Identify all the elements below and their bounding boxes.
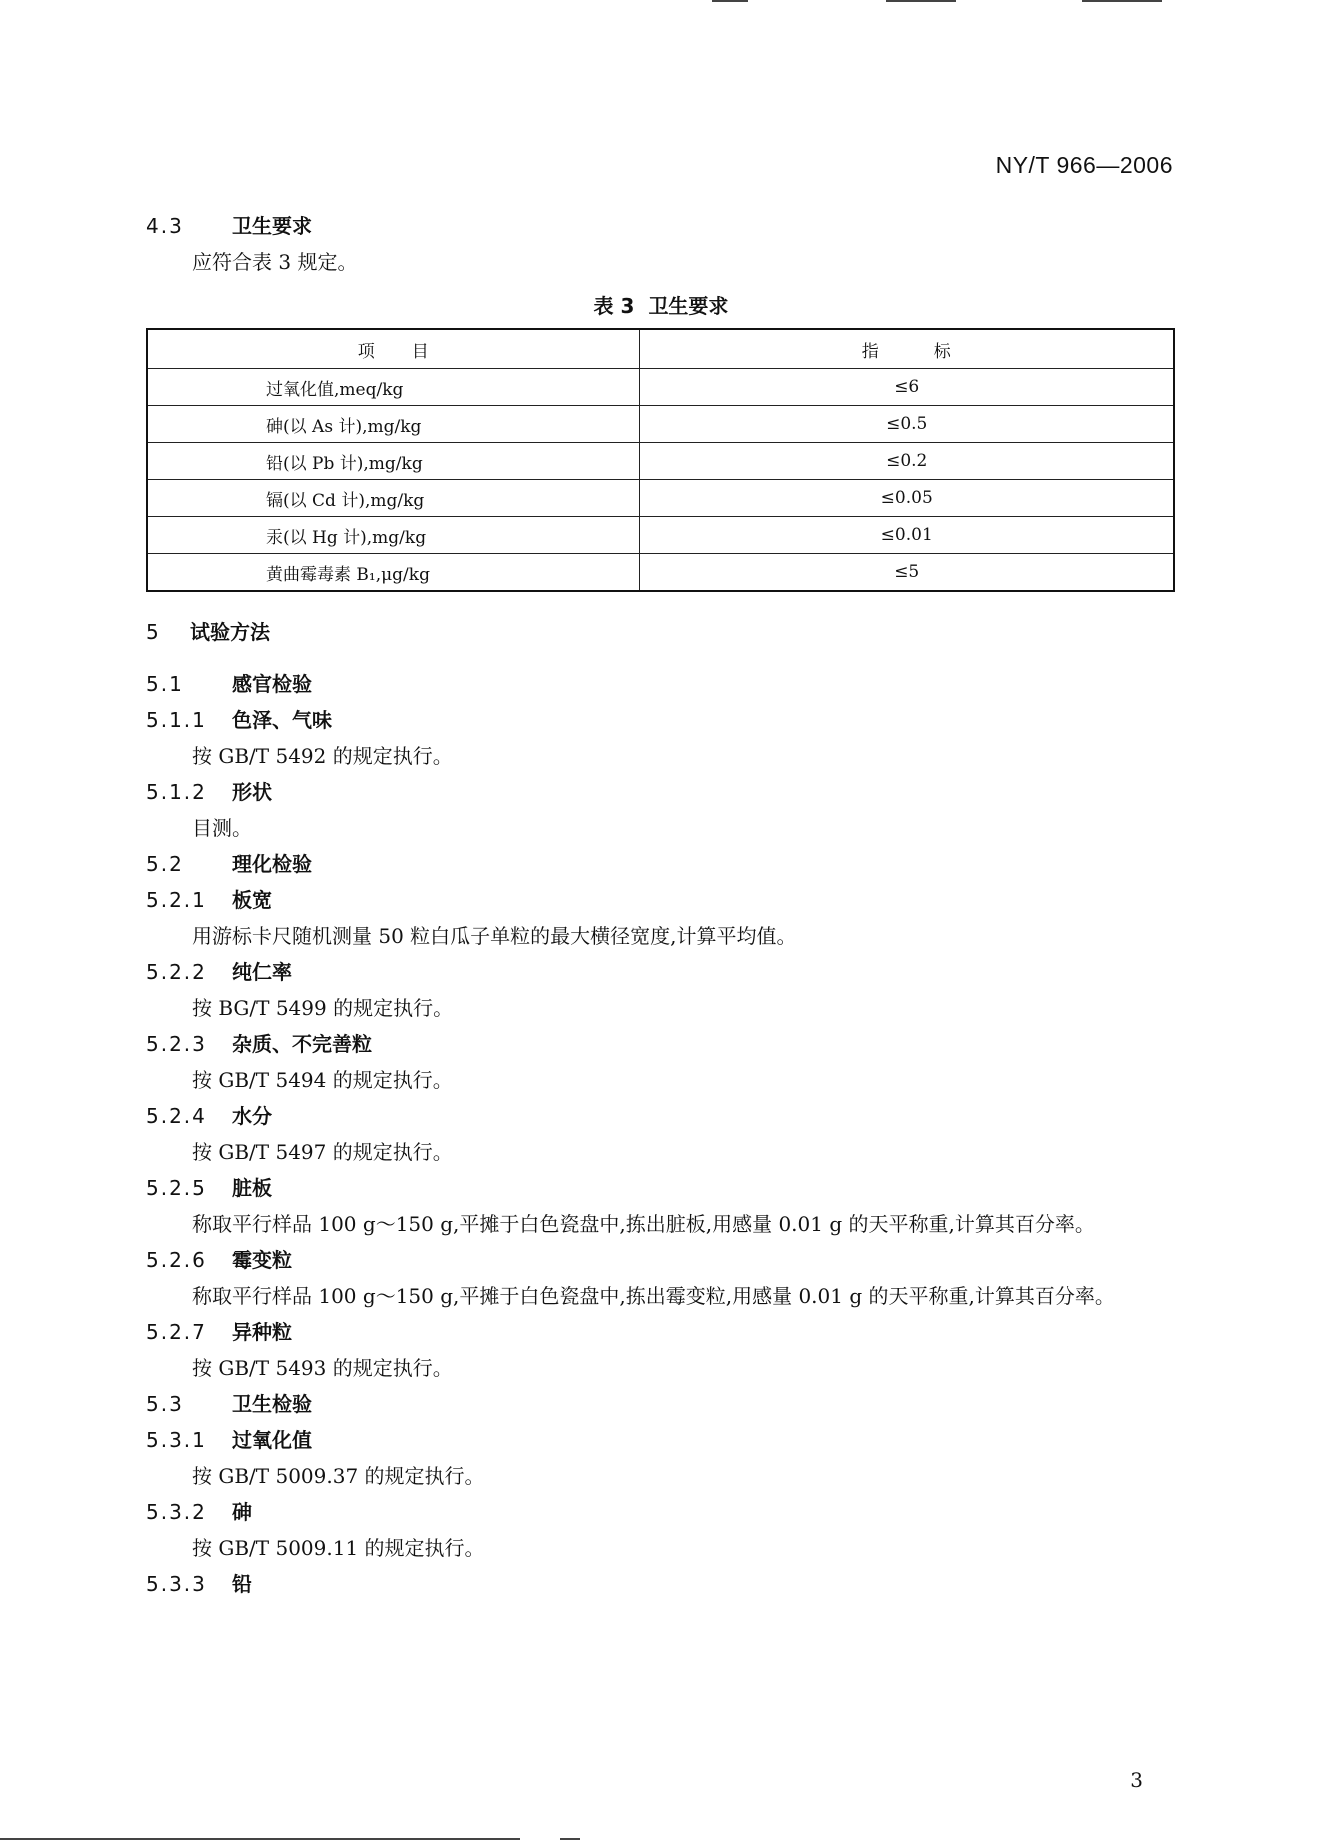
row-item: 黄曲霉毒素 B₁,μg/kg <box>147 554 640 592</box>
scan-artifact-bottom-1 <box>0 1838 520 1840</box>
section-text-5-3-2: 按 GB/T 5009.11 的规定执行。 <box>192 1536 485 1560</box>
section-heading-5: 5 试验方法 <box>146 620 270 644</box>
section-heading-5-1: 5.1 感官检验 <box>146 672 312 696</box>
row-value: ≤0.5 <box>640 406 1174 443</box>
table-row <box>147 443 1174 480</box>
section-text-5-2-3: 按 GB/T 5494 的规定执行。 <box>192 1068 453 1092</box>
section-heading-5-2-5: 5.2.5 脏板 <box>146 1176 272 1200</box>
column-header-item: 项 目 <box>147 329 640 369</box>
table-row <box>147 517 1174 554</box>
document-body <box>146 208 1176 1602</box>
section-heading-5-3-1: 5.3.1 过氧化值 <box>146 1428 312 1452</box>
row-item: 过氧化值,meq/kg <box>147 369 640 406</box>
section-heading-5-2-3: 5.2.3 杂质、不完善粒 <box>146 1032 372 1056</box>
table-caption: 表 3 卫生要求 <box>593 294 729 318</box>
section-text-5-2-6: 称取平行样品 100 g～150 g,平摊于白色瓷盘中,拣出霉变粒,用感量 0.01 g 的天平称重,计算其百分率。 <box>192 1284 1115 1308</box>
row-item: 汞(以 Hg 计),mg/kg <box>147 517 640 554</box>
section-text-5-2-2: 按 BG/T 5499 的规定执行。 <box>192 996 454 1020</box>
section-text-5-2-1: 用游标卡尺随机测量 50 粒白瓜子单粒的最大横径宽度,计算平均值。 <box>192 924 797 948</box>
page-number: 3 <box>1130 1768 1143 1792</box>
section-text-5-1-1: 按 GB/T 5492 的规定执行。 <box>192 744 453 768</box>
column-header-value: 指 标 <box>640 329 1174 369</box>
scan-artifact-top-3 <box>1082 0 1162 2</box>
table-row <box>147 369 1174 406</box>
row-value: ≤5 <box>640 554 1174 592</box>
section-text-5-2-4: 按 GB/T 5497 的规定执行。 <box>192 1140 453 1164</box>
table-row <box>147 480 1174 517</box>
row-value: ≤0.01 <box>640 517 1174 554</box>
row-item: 镉(以 Cd 计),mg/kg <box>147 480 640 517</box>
section-heading-5-2-6: 5.2.6 霉变粒 <box>146 1248 292 1272</box>
standard-code: NY/T 966—2006 <box>995 152 1173 178</box>
row-value: ≤0.2 <box>640 443 1174 480</box>
scan-artifact-top-1 <box>712 0 748 2</box>
section-heading-5-2-1: 5.2.1 板宽 <box>146 888 272 912</box>
row-value: ≤6 <box>640 369 1174 406</box>
section-heading-5-2-2: 5.2.2 纯仁率 <box>146 960 292 984</box>
section-text-5-3-1: 按 GB/T 5009.37 的规定执行。 <box>192 1464 485 1488</box>
table-header-row <box>147 329 1174 369</box>
row-value: ≤0.05 <box>640 480 1174 517</box>
scan-artifact-bottom-2 <box>560 1838 580 1840</box>
section-heading-5-3: 5.3 卫生检验 <box>146 1392 312 1416</box>
section-heading-5-1-1: 5.1.1 色泽、气味 <box>146 708 332 732</box>
section-heading-5-3-3: 5.3.3 铅 <box>146 1572 252 1596</box>
row-item: 砷(以 As 计),mg/kg <box>147 406 640 443</box>
hygiene-requirements-table <box>146 328 1175 592</box>
section-text-5-1-2: 目测。 <box>192 816 252 840</box>
section-heading-5-3-2: 5.3.2 砷 <box>146 1500 252 1524</box>
section-heading-5-2: 5.2 理化检验 <box>146 852 312 876</box>
scan-artifact-top-2 <box>886 0 956 2</box>
section-text-5-2-7: 按 GB/T 5493 的规定执行。 <box>192 1356 453 1380</box>
section-text-5-2-5: 称取平行样品 100 g～150 g,平摊于白色瓷盘中,拣出脏板,用感量 0.01 g 的天平称重,计算其百分率。 <box>192 1212 1095 1236</box>
table-row <box>147 406 1174 443</box>
section-heading-4-3: 4.3 卫生要求 <box>146 214 312 238</box>
section-heading-5-1-2: 5.1.2 形状 <box>146 780 272 804</box>
section-heading-5-2-4: 5.2.4 水分 <box>146 1104 272 1128</box>
table-row <box>147 554 1174 592</box>
row-item: 铅(以 Pb 计),mg/kg <box>147 443 640 480</box>
section-text-4-3: 应符合表 3 规定。 <box>192 250 358 274</box>
section-heading-5-2-7: 5.2.7 异种粒 <box>146 1320 292 1344</box>
